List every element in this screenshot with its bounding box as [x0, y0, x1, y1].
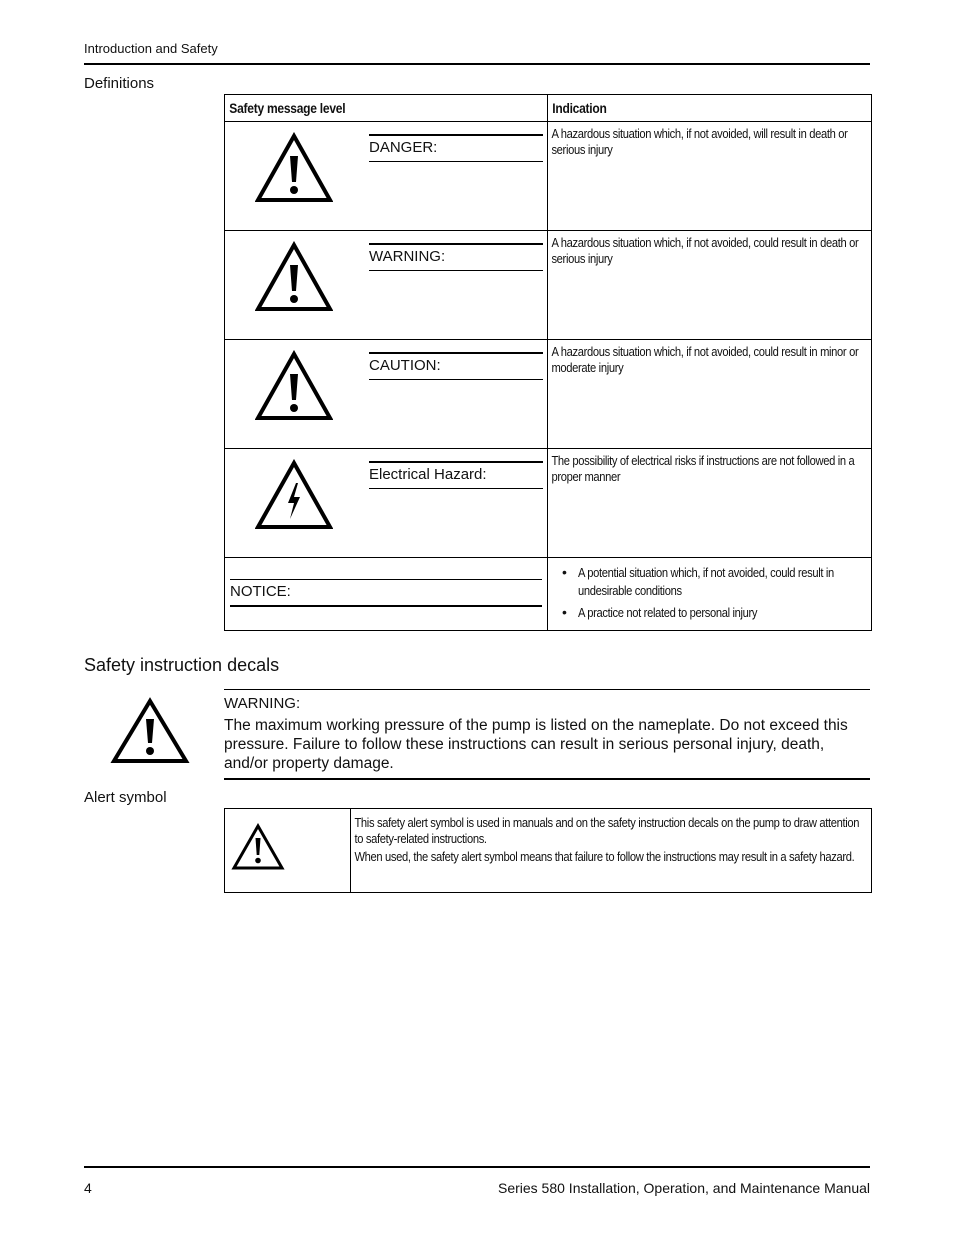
indication-text: A hazardous situation which, if not avoided, will result in death or serious injury: [551, 126, 848, 157]
exclamation-triangle-icon: [110, 697, 190, 765]
indication-text: The possibility of electrical risks if instructions are not followed in a proper manner: [551, 453, 855, 484]
list-item: • A potential situation which, if not avoided, could result in undesirable conditions: [562, 564, 871, 600]
level-label-notice: NOTICE:: [230, 579, 542, 607]
exclamation-triangle-icon: [231, 823, 285, 871]
table-row: [225, 122, 872, 231]
alert-symbol-table: [224, 808, 872, 893]
list-item: • A practice not related to personal injury: [562, 604, 871, 622]
page-number: 4: [84, 1180, 92, 1196]
warning-bottom-rule: [224, 778, 870, 780]
exclamation-triangle-icon: [255, 132, 333, 204]
table-row: [225, 558, 872, 631]
notice-bullet-list: [548, 558, 871, 622]
running-header: Introduction and Safety: [84, 41, 218, 56]
table-row: [225, 231, 872, 340]
alert-symbol-text-2: When used, the safety alert symbol means that failure to follow the instructions may result in a safety hazard.: [354, 849, 855, 864]
definitions-label: Definitions: [84, 75, 155, 92]
indication-text: A hazardous situation which, if not avoided, could result in minor or moderate injury: [551, 344, 859, 375]
table-row: [225, 809, 872, 893]
table-row: [225, 449, 872, 558]
exclamation-triangle-icon: [255, 241, 333, 313]
header-divider: [84, 63, 870, 65]
warning-text: The maximum working pressure of the pump is listed on the nameplate. Do not exceed this pressure. Failure to follow these instructions can result in serious personal injury, death, and/or property damage.: [224, 717, 848, 772]
level-label-caution: CAUTION:: [369, 352, 543, 380]
indication-text: A hazardous situation which, if not avoided, could result in death or serious injury: [551, 235, 859, 266]
level-label-warning: WARNING:: [369, 243, 543, 271]
exclamation-triangle-icon: [255, 350, 333, 422]
level-label-danger: DANGER:: [369, 134, 543, 162]
footer-divider: [84, 1166, 870, 1168]
table-row: [225, 340, 872, 449]
footer-document-title: Series 580 Installation, Operation, and Maintenance Manual: [497, 1180, 870, 1196]
warning-label: WARNING:: [224, 695, 301, 712]
alert-symbol-text-1: This safety alert symbol is used in manuals and on the safety instruction decals on the pump to draw attention to safety-related instructions.: [354, 815, 860, 846]
lightning-triangle-icon: [255, 459, 333, 531]
definitions-table: [224, 94, 872, 631]
table-header-row: [225, 95, 872, 122]
column-header-level: Safety message level: [225, 95, 548, 122]
level-label-electrical-hazard: Electrical Hazard:: [369, 461, 543, 489]
section-title: Safety instruction decals: [84, 655, 280, 675]
alert-symbol-label: Alert symbol: [84, 789, 167, 806]
warning-top-rule: [224, 689, 870, 690]
column-header-indication: Indication: [548, 95, 872, 122]
